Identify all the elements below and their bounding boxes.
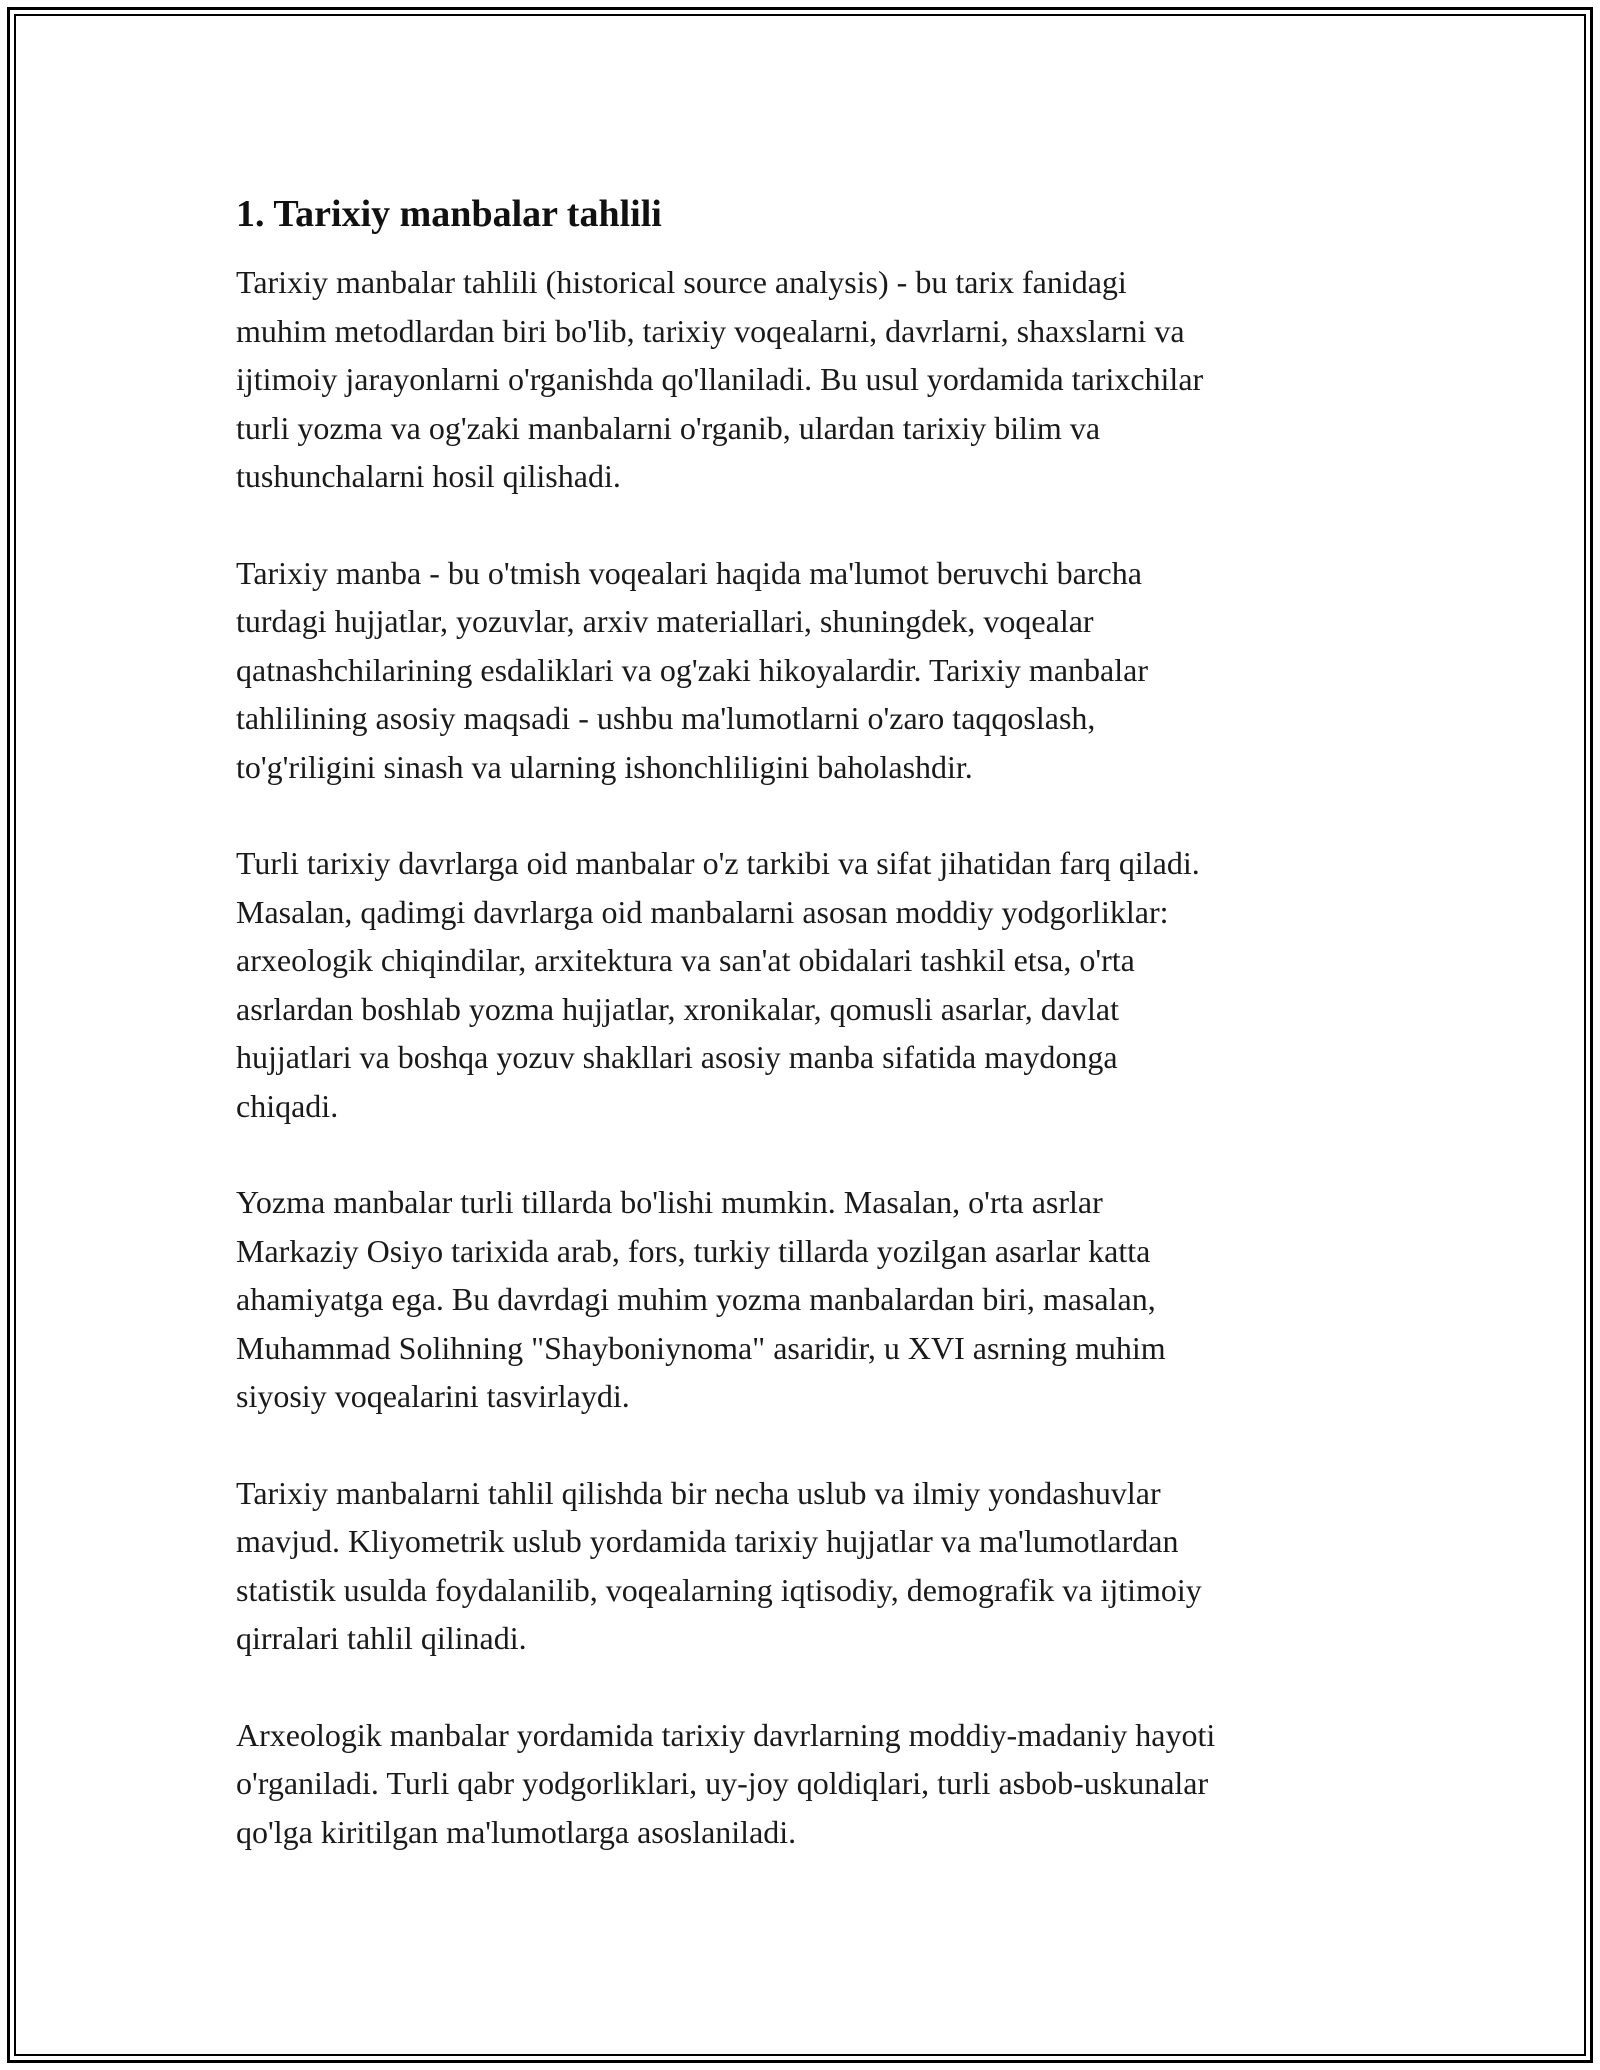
paragraph-line: Masalan, qadimgi davrlarga oid manbalarni asosan moddiy yodgorliklar: — [236, 893, 1169, 930]
paragraph-line: qirralari tahlil qilinadi. — [236, 1620, 527, 1656]
paragraph-line: o'rganiladi. Turli qabr yodgorliklari, uy-joy qoldiqlari, turli asbob-uskunalar — [236, 1765, 1209, 1801]
paragraph — [236, 258, 1366, 501]
paragraph-line: asrlardan boshlab yozma hujjatlar, xronikalar, qomusli asarlar, davlat — [236, 990, 1119, 1027]
paragraph-line: ijtimoiy jarayonlarni o'rganishda qo'llaniladi. Bu usul yordamida tarixchilar — [236, 361, 1204, 397]
paragraph — [236, 1711, 1366, 1857]
paragraph-line: mavjud. Kliyometrik uslub yordamida tarixiy hujjatlar va ma'lumotlardan — [236, 1523, 1179, 1559]
paragraph-line: ahamiyatga ega. Bu davrdagi muhim yozma manbalardan biri, masalan, — [236, 1281, 1156, 1317]
document-body — [236, 188, 1366, 1904]
paragraph-line: Markaziy Osiyo tarixida arab, fors, turkiy tillarda yozilgan asarlar katta — [236, 1232, 1151, 1269]
paragraph-line: Tarixiy manba - bu o'tmish voqealari haqida ma'lumot beruvchi barcha — [236, 554, 1142, 591]
paragraph-line: siyosiy voqealarini tasvirlaydi. — [236, 1378, 630, 1414]
paragraph-line: turli yozma va og'zaki manbalarni o'rganib, ulardan tarixiy bilim va — [236, 409, 1101, 446]
paragraph — [236, 839, 1366, 1130]
paragraph-line: to'g'riligini sinash va ularning ishonchliligini baholashdir. — [236, 748, 973, 785]
paragraph-line: muhim metodlardan biri bo'lib, tarixiy voqealarni, davrlarni, shaxslarni va — [236, 312, 1185, 349]
paragraph-line: qatnashchilarining esdaliklari va og'zaki hikoyalardir. Tarixiy manbalar — [236, 651, 1148, 688]
paragraph-line: Tarixiy manbalarni tahlil qilishda bir necha uslub va ilmiy yondashuvlar — [236, 1474, 1161, 1511]
paragraph — [236, 1178, 1366, 1421]
paragraph-line: chiqadi. — [236, 1087, 339, 1124]
paragraph-line: Yozma manbalar turli tillarda bo'lishi mumkin. Masalan, o'rta asrlar — [236, 1184, 1103, 1220]
section-heading: 1. Tarixiy manbalar tahlili — [236, 193, 662, 235]
paragraph-line: Tarixiy manbalar tahlili (historical source analysis) - bu tarix fanidagi — [236, 264, 1127, 300]
paragraph — [236, 1469, 1366, 1663]
paragraph-line: hujjatlari va boshqa yozuv shakllari asosiy manba sifatida maydonga — [236, 1039, 1118, 1075]
paragraph-list — [236, 258, 1366, 1856]
paragraph-line: tahlilining asosiy maqsadi - ushbu ma'lumotlarni o'zaro taqqoslash, — [236, 700, 1096, 736]
paragraph-line: Turli tarixiy davrlarga oid manbalar o'z tarkibi va sifat jihatidan farq qiladi. — [236, 845, 1200, 881]
paragraph-line: Arxeologik manbalar yordamida tarixiy davrlarning moddiy-madaniy hayoti — [236, 1716, 1216, 1753]
paragraph-line: turdagi hujjatlar, yozuvlar, arxiv materiallari, shuningdek, voqealar — [236, 603, 1094, 639]
paragraph-line: statistik usulda foydalanilib, voqealarning iqtisodiy, demografik va ijtimoiy — [236, 1571, 1202, 1608]
paragraph — [236, 549, 1366, 792]
paragraph-line: qo'lga kiritilgan ma'lumotlarga asoslaniladi. — [236, 1813, 797, 1850]
paragraph-line: arxeologik chiqindilar, arxitektura va san'at obidalari tashkil etsa, o'rta — [236, 942, 1135, 978]
paragraph-line: Muhammad Solihning "Shayboniynoma" asaridir, u XVI asrning muhim — [236, 1329, 1166, 1366]
paragraph-line: tushunchalarni hosil qilishadi. — [236, 458, 621, 494]
